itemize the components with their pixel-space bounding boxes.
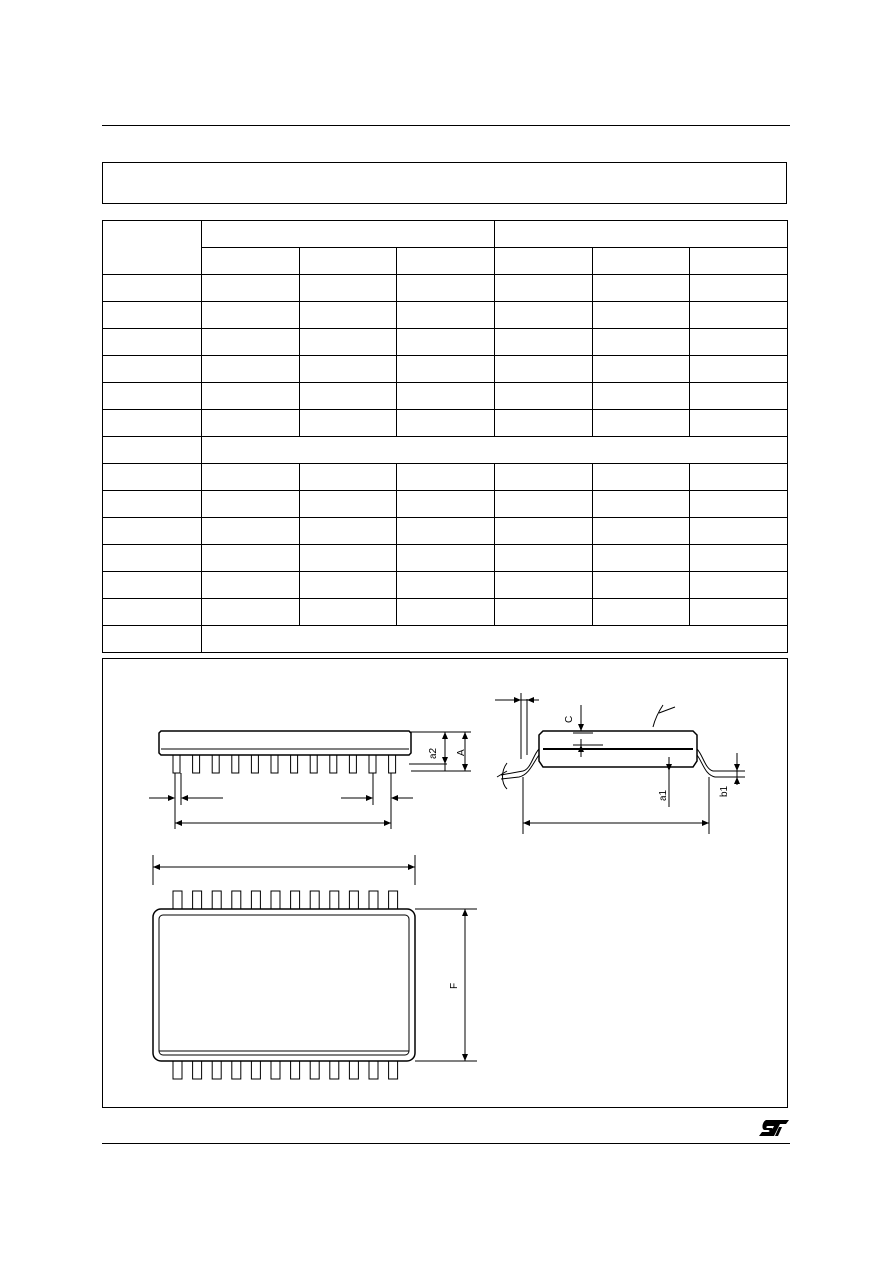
subheader-cell	[397, 248, 495, 275]
table-row	[103, 329, 788, 356]
side-view-leads	[173, 755, 396, 773]
table-row	[103, 464, 788, 491]
table-cell	[103, 464, 202, 491]
table-cell	[202, 518, 300, 545]
bottom-lead	[310, 1061, 319, 1079]
table-cell	[494, 383, 592, 410]
table-cell	[592, 356, 690, 383]
table-cell	[592, 383, 690, 410]
subheader-cell	[592, 248, 690, 275]
bottom-lead	[291, 1061, 300, 1079]
table-cell	[690, 572, 788, 599]
table-title-box	[102, 162, 787, 204]
table-cell	[397, 356, 495, 383]
side-lead	[291, 755, 298, 773]
table-cell	[103, 383, 202, 410]
table-cell	[690, 410, 788, 437]
table-cell	[690, 545, 788, 572]
table-subheader-row	[103, 248, 788, 275]
side-lead	[389, 755, 396, 773]
bottom-lead	[330, 1061, 339, 1079]
top-lead	[271, 891, 280, 909]
top-lead	[310, 891, 319, 909]
table-cell	[494, 572, 592, 599]
table-cell	[299, 599, 397, 626]
side-lead	[212, 755, 219, 773]
table-cell	[299, 572, 397, 599]
side-lead	[232, 755, 239, 773]
table-cell	[494, 275, 592, 302]
package-drawing-box	[102, 658, 788, 1108]
table-cell	[397, 464, 495, 491]
table-cell	[592, 302, 690, 329]
bottom-lead	[251, 1061, 260, 1079]
table-cell	[690, 302, 788, 329]
table-cell	[202, 572, 300, 599]
table-row	[103, 410, 788, 437]
table-cell	[494, 491, 592, 518]
table-cell	[299, 491, 397, 518]
top-view-body-outer	[153, 909, 415, 1061]
table-cell	[494, 329, 592, 356]
table-cell	[397, 410, 495, 437]
table-cell	[103, 329, 202, 356]
dim-label-b1: b1	[719, 785, 730, 797]
top-lead	[330, 891, 339, 909]
bottom-lead	[271, 1061, 280, 1079]
table-cell	[494, 545, 592, 572]
subheader-cell	[202, 248, 300, 275]
table-cell	[397, 329, 495, 356]
table-cell	[299, 518, 397, 545]
table-cell	[103, 275, 202, 302]
top-rule	[102, 125, 790, 126]
subheader-cell	[690, 248, 788, 275]
bottom-lead	[173, 1061, 182, 1079]
bottom-lead	[193, 1061, 202, 1079]
side-lead	[251, 755, 258, 773]
dim-label-C: C	[564, 715, 575, 723]
table-header-row	[103, 221, 788, 248]
table-cell	[690, 518, 788, 545]
table-cell	[592, 329, 690, 356]
table-cell	[592, 491, 690, 518]
side-lead	[349, 755, 356, 773]
inch-header-cell	[494, 221, 787, 248]
dim-label-a2: a2	[428, 747, 439, 759]
table-cell	[494, 410, 592, 437]
table-row	[103, 356, 788, 383]
table-row	[103, 572, 788, 599]
table-cell	[202, 383, 300, 410]
table-cell	[592, 572, 690, 599]
side-lead	[330, 755, 337, 773]
dim-label-A: A	[456, 749, 467, 756]
table-cell	[592, 410, 690, 437]
top-lead	[349, 891, 358, 909]
table-cell	[202, 410, 300, 437]
table-cell	[202, 275, 300, 302]
table-cell	[592, 599, 690, 626]
table-cell	[397, 518, 495, 545]
table-cell	[494, 302, 592, 329]
dim-header-cell	[103, 221, 202, 275]
table-cell	[103, 302, 202, 329]
table-cell	[299, 356, 397, 383]
top-lead	[232, 891, 241, 909]
table-cell	[397, 545, 495, 572]
table-cell	[103, 626, 202, 653]
table-cell	[103, 437, 202, 464]
table-cell	[397, 572, 495, 599]
table-row	[103, 518, 788, 545]
table-cell	[592, 545, 690, 572]
table-cell	[299, 275, 397, 302]
table-cell	[494, 518, 592, 545]
table-cell	[103, 599, 202, 626]
table-row-merged	[103, 437, 788, 464]
table-cell	[103, 518, 202, 545]
table-merged-cell	[202, 626, 788, 653]
top-lead	[251, 891, 260, 909]
table-cell	[202, 329, 300, 356]
table-cell	[397, 302, 495, 329]
table-cell	[690, 599, 788, 626]
side-lead	[369, 755, 376, 773]
side-lead	[173, 755, 180, 773]
table-cell	[103, 356, 202, 383]
table-row-merged	[103, 626, 788, 653]
bottom-rule	[102, 1143, 790, 1144]
subheader-cell	[299, 248, 397, 275]
side-lead	[271, 755, 278, 773]
table-cell	[202, 356, 300, 383]
top-lead	[369, 891, 378, 909]
table-cell	[397, 599, 495, 626]
table-cell	[202, 302, 300, 329]
table-cell	[690, 329, 788, 356]
table-cell	[202, 491, 300, 518]
side-lead	[310, 755, 317, 773]
top-lead	[193, 891, 202, 909]
dim-label-F: F	[449, 982, 460, 989]
table-cell	[103, 572, 202, 599]
side-lead	[193, 755, 200, 773]
table-cell	[690, 491, 788, 518]
table-cell	[202, 545, 300, 572]
table-cell	[202, 599, 300, 626]
side-view-body	[159, 731, 411, 755]
table-cell	[494, 464, 592, 491]
top-lead	[389, 891, 398, 909]
top-lead	[212, 891, 221, 909]
top-lead	[291, 891, 300, 909]
top-view-leads-top	[173, 891, 398, 909]
table-cell	[299, 410, 397, 437]
table-cell	[397, 383, 495, 410]
table-cell	[299, 302, 397, 329]
table-cell	[299, 464, 397, 491]
table-cell	[690, 383, 788, 410]
table-cell	[690, 275, 788, 302]
table-row	[103, 491, 788, 518]
table-cell	[103, 410, 202, 437]
package-drawing	[103, 659, 789, 1109]
top-view-leads-bottom	[173, 1061, 398, 1079]
dim-label-a1: a1	[658, 789, 669, 801]
bottom-lead	[349, 1061, 358, 1079]
table-cell	[397, 275, 495, 302]
table-cell	[494, 599, 592, 626]
table-merged-cell	[202, 437, 788, 464]
table-row	[103, 302, 788, 329]
subheader-cell	[494, 248, 592, 275]
table-cell	[299, 545, 397, 572]
table-cell	[202, 464, 300, 491]
table-cell	[592, 518, 690, 545]
table-cell	[299, 383, 397, 410]
table-cell	[299, 329, 397, 356]
top-view-body-inner	[159, 915, 409, 1055]
table-row	[103, 275, 788, 302]
table-row	[103, 545, 788, 572]
bottom-lead	[389, 1061, 398, 1079]
table-cell	[592, 464, 690, 491]
table-cell	[103, 491, 202, 518]
table-cell	[494, 356, 592, 383]
bottom-lead	[369, 1061, 378, 1079]
st-logo-icon	[758, 1118, 790, 1138]
table-cell	[397, 491, 495, 518]
table-cell	[103, 545, 202, 572]
table-row	[103, 599, 788, 626]
bottom-lead	[232, 1061, 241, 1079]
table-row	[103, 383, 788, 410]
table-cell	[690, 464, 788, 491]
dimension-table	[102, 220, 788, 653]
table-cell	[690, 356, 788, 383]
table-cell	[592, 275, 690, 302]
mm-header-cell	[202, 221, 495, 248]
top-lead	[173, 891, 182, 909]
bottom-lead	[212, 1061, 221, 1079]
